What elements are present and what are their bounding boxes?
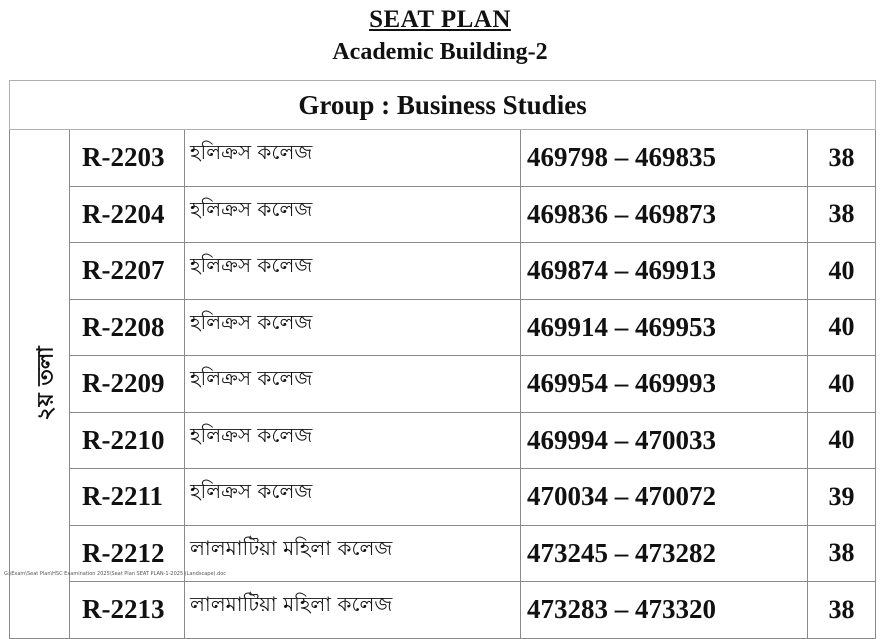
roll-range: 470034 – 470072 bbox=[521, 469, 808, 526]
table-row bbox=[10, 469, 876, 526]
table-row bbox=[10, 186, 876, 243]
page-title: SEAT PLAN bbox=[369, 6, 511, 33]
seat-plan-table bbox=[9, 80, 876, 639]
group-label: Group : Business Studies bbox=[10, 81, 876, 130]
table-row bbox=[10, 130, 876, 187]
file-path-footer: G:\Exam\Seat Plan\HSC Examination 2025\Seat Plan SEAT PLAN-1-2025 (Landscape).doc bbox=[4, 571, 227, 577]
student-count: 38 bbox=[808, 186, 876, 243]
college-name: হলিক্রস কলেজ bbox=[185, 130, 521, 187]
table-row bbox=[10, 356, 876, 413]
table-row bbox=[10, 582, 876, 639]
room-number: R-2204 bbox=[70, 186, 185, 243]
student-count: 40 bbox=[808, 243, 876, 300]
group-header-row bbox=[10, 81, 876, 130]
table-row bbox=[10, 412, 876, 469]
college-name: হলিক্রস কলেজ bbox=[185, 469, 521, 526]
table-row bbox=[10, 243, 876, 300]
room-number: R-2211 bbox=[70, 469, 185, 526]
roll-range: 473245 – 473282 bbox=[521, 525, 808, 582]
table-row bbox=[10, 299, 876, 356]
floor-label: ২য় তলা bbox=[33, 346, 59, 421]
room-number: R-2207 bbox=[70, 243, 185, 300]
college-name: লালমাটিয়া মহিলা কলেজ bbox=[185, 525, 521, 582]
room-number: R-2212 bbox=[70, 525, 185, 582]
room-number: R-2208 bbox=[70, 299, 185, 356]
college-name: হলিক্রস কলেজ bbox=[185, 186, 521, 243]
roll-range: 469914 – 469953 bbox=[521, 299, 808, 356]
building-subtitle: Academic Building-2 bbox=[332, 39, 548, 65]
floor-cell bbox=[10, 130, 70, 639]
student-count: 39 bbox=[808, 469, 876, 526]
student-count: 38 bbox=[808, 582, 876, 639]
roll-range: 469798 – 469835 bbox=[521, 130, 808, 187]
roll-range: 469874 – 469913 bbox=[521, 243, 808, 300]
student-count: 40 bbox=[808, 356, 876, 413]
roll-range: 469836 – 469873 bbox=[521, 186, 808, 243]
college-name: হলিক্রস কলেজ bbox=[185, 412, 521, 469]
room-number: R-2210 bbox=[70, 412, 185, 469]
roll-range: 473283 – 473320 bbox=[521, 582, 808, 639]
roll-range: 469994 – 470033 bbox=[521, 412, 808, 469]
student-count: 40 bbox=[808, 412, 876, 469]
student-count: 40 bbox=[808, 299, 876, 356]
roll-range: 469954 – 469993 bbox=[521, 356, 808, 413]
seat-plan-body bbox=[10, 81, 876, 639]
college-name: লালমাটিয়া মহিলা কলেজ bbox=[185, 582, 521, 639]
room-number: R-2209 bbox=[70, 356, 185, 413]
college-name: হলিক্রস কলেজ bbox=[185, 356, 521, 413]
student-count: 38 bbox=[808, 525, 876, 582]
student-count: 38 bbox=[808, 130, 876, 187]
college-name: হলিক্রস কলেজ bbox=[185, 299, 521, 356]
college-name: হলিক্রস কলেজ bbox=[185, 243, 521, 300]
room-number: R-2213 bbox=[70, 582, 185, 639]
room-number: R-2203 bbox=[70, 130, 185, 187]
